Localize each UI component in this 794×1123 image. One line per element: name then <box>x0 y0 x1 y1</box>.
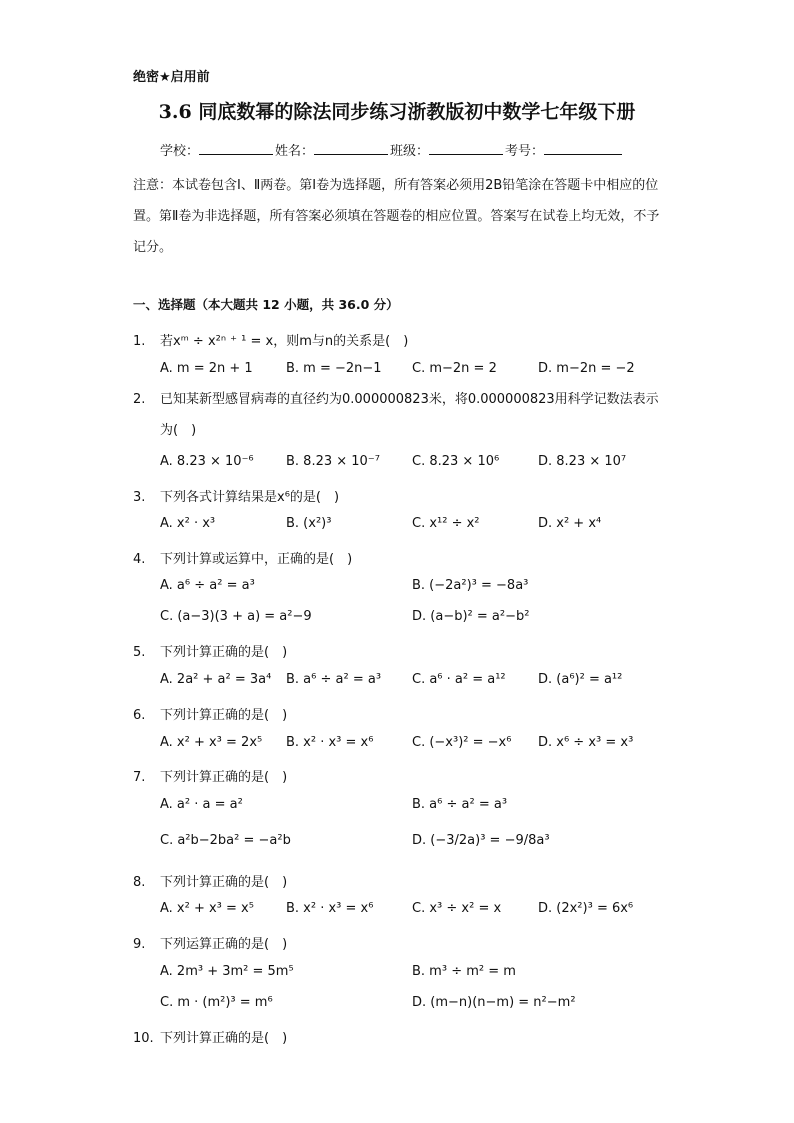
question-10 <box>133 1027 287 1046</box>
name-label: 姓名： <box>275 144 315 159</box>
section-title: 一、选择题（本大题共 12 小题，共 36.0 分） <box>133 297 399 312</box>
question-8 <box>133 871 287 890</box>
option-d: D. (2x²)³ = 6x⁶ <box>538 901 634 916</box>
question-9 <box>133 933 287 952</box>
option-d: D. 8.23 × 10⁷ <box>538 454 627 469</box>
option-b: B. m = −2n−1 <box>286 361 382 376</box>
option-c: C. a⁶ · a² = a¹² <box>412 672 506 687</box>
option-c: C. 8.23 × 10⁶ <box>412 454 500 469</box>
option-d: D. x⁶ ÷ x³ = x³ <box>538 735 634 750</box>
option-a: A. a² · a = a² <box>160 797 243 812</box>
school-blank <box>199 142 273 155</box>
option-c: C. a²b−2ba² = −a²b <box>160 833 291 848</box>
question-text: 下列计算正确的是( ) <box>160 708 288 723</box>
class-blank <box>429 142 503 155</box>
option-a: A. 8.23 × 10⁻⁶ <box>160 454 254 469</box>
student-info-line <box>160 140 624 159</box>
option-b: B. a⁶ ÷ a² = a³ <box>412 797 508 812</box>
option-a: A. x² + x³ = x⁵ <box>160 901 254 916</box>
question-number: 3. <box>133 490 146 505</box>
option-c: C. m−2n = 2 <box>412 361 497 376</box>
question-number: 10. <box>133 1031 154 1046</box>
name-blank <box>314 142 388 155</box>
option-a: A. a⁶ ÷ a² = a³ <box>160 578 255 593</box>
question-number: 6. <box>133 708 146 723</box>
question-1 <box>133 330 408 349</box>
question-number: 8. <box>133 875 146 890</box>
option-d: D. (a−b)² = a²−b² <box>412 609 530 624</box>
option-a: A. 2m³ + 3m² = 5m⁵ <box>160 964 294 979</box>
question-5 <box>133 641 287 660</box>
question-text: 下列计算或运算中，正确的是( ) <box>160 552 353 567</box>
question-text: 下列计算正确的是( ) <box>160 770 288 785</box>
option-a: A. m = 2n + 1 <box>160 361 253 376</box>
school-label: 学校： <box>160 144 200 159</box>
option-c: C. x³ ÷ x² = x <box>412 901 502 916</box>
question-4 <box>133 548 352 567</box>
question-number: 1. <box>133 334 146 349</box>
question-text: 若xᵐ ÷ x²ⁿ ⁺ ¹ = x，则m与n的关系是( ) <box>160 334 409 349</box>
option-b: B. x² · x³ = x⁶ <box>286 735 374 750</box>
page-title: 3.6 同底数幂的除法同步练习浙教版初中数学七年级下册 <box>158 101 636 123</box>
question-number: 5. <box>133 645 146 660</box>
question-text: 下列各式计算结果是x⁶的是( ) <box>160 490 340 505</box>
option-a: A. x² · x³ <box>160 516 216 531</box>
question-text: 下列计算正确的是( ) <box>160 875 288 890</box>
exam-number-blank <box>544 142 622 155</box>
option-c: C. x¹² ÷ x² <box>412 516 480 531</box>
notice-paragraph: 注意：本试卷包含Ⅰ、Ⅱ两卷。第Ⅰ卷为选择题，所有答案必须用2B铅笔涂在答题卡中相应的位置。第Ⅱ卷为非选择题，所有答案必须填在答题卷的相应位置。答案写在试卷上均无效，不予记分。 <box>133 178 660 255</box>
option-c: C. (a−3)(3 + a) = a²−9 <box>160 609 312 624</box>
option-b: B. m³ ÷ m² = m <box>412 964 516 979</box>
question-2 <box>133 392 660 446</box>
question-number: 4. <box>133 552 146 567</box>
question-text: 下列运算正确的是( ) <box>160 937 288 952</box>
option-a: A. x² + x³ = 2x⁵ <box>160 735 263 750</box>
option-d: D. (a⁶)² = a¹² <box>538 672 623 687</box>
exam-number-label: 考号： <box>505 144 545 159</box>
question-6 <box>133 704 287 723</box>
secret-label: 绝密★启用前 <box>133 70 210 85</box>
option-b: B. a⁶ ÷ a² = a³ <box>286 672 382 687</box>
question-text: 下列计算正确的是( ) <box>160 645 288 660</box>
question-7 <box>133 766 287 785</box>
option-b: B. (−2a²)³ = −8a³ <box>412 578 529 593</box>
option-d: D. (−3/2a)³ = −9/8a³ <box>412 833 550 848</box>
question-number: 9. <box>133 937 146 952</box>
question-number: 2. <box>133 392 146 407</box>
question-3 <box>133 486 339 505</box>
option-a: A. 2a² + a² = 3a⁴ <box>160 672 272 687</box>
question-number: 7. <box>133 770 146 785</box>
option-b: B. 8.23 × 10⁻⁷ <box>286 454 380 469</box>
question-text: 已知某新型感冒病毒的直径约为0.000000823米，将0.000000823用科学记数法表示为( ) <box>160 392 659 438</box>
option-b: B. x² · x³ = x⁶ <box>286 901 374 916</box>
option-b: B. (x²)³ <box>286 516 332 531</box>
class-label: 班级： <box>390 144 430 159</box>
option-c: C. m · (m²)³ = m⁶ <box>160 995 273 1010</box>
option-d: D. x² + x⁴ <box>538 516 602 531</box>
option-d: D. (m−n)(n−m) = n²−m² <box>412 995 576 1010</box>
option-c: C. (−x³)² = −x⁶ <box>412 735 512 750</box>
option-d: D. m−2n = −2 <box>538 361 635 376</box>
question-text: 下列计算正确的是( ) <box>160 1031 288 1046</box>
